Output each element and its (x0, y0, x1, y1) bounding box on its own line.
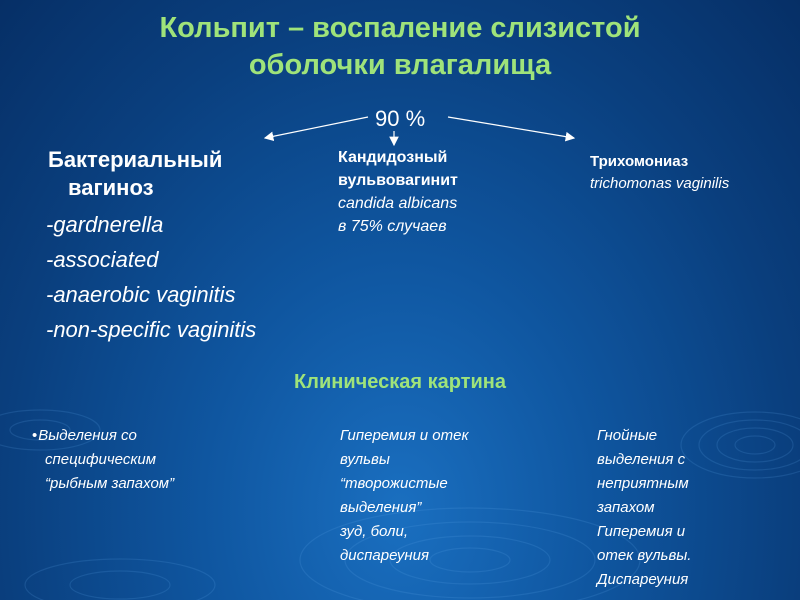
arrow-left (265, 117, 368, 138)
trichomoniasis-block (590, 151, 729, 195)
clinical-line: Гиперемия и (597, 523, 686, 540)
clinical-line: запахом (597, 499, 655, 516)
list-item: -associated (46, 247, 159, 272)
clinical-line: диспареуния (340, 547, 430, 564)
bacterial-heading-line-2: вагиноз (68, 175, 154, 200)
percent-label: 90 % (375, 106, 426, 131)
clinical-line: “творожистые (340, 475, 448, 492)
clinical-picture-heading: Клиническая картина (294, 371, 506, 393)
clinical-col-trichomoniasis (597, 424, 691, 592)
list-item: -non-specific vaginitis (46, 317, 257, 342)
clinical-col-candida (340, 424, 469, 568)
clinical-line: Гиперемия и отек (340, 427, 469, 444)
candida-stat: в 75% случаев (338, 218, 447, 235)
candida-heading-line-2: вульвовагинит (338, 172, 458, 189)
title-line-1: Кольпит – воспаление слизистой (159, 12, 641, 44)
candida-heading-line-1: Кандидозный (338, 149, 448, 166)
clinical-line: Гнойные (597, 427, 658, 444)
list-item: -gardnerella (46, 212, 164, 237)
clinical-line: “рыбным запахом” (45, 475, 175, 492)
bacterial-heading-line-1: Бактериальный (48, 147, 223, 172)
trich-heading: Трихомониаз (590, 153, 689, 170)
clinical-line: • Выделения со (32, 424, 174, 448)
arrow-right (448, 117, 574, 138)
trich-latin: trichomonas vaginilis (590, 175, 730, 192)
candida-latin: candida albicans (338, 195, 458, 212)
clinical-col-bacterial (32, 424, 174, 496)
candida-block (338, 146, 458, 238)
bacterial-vaginosis-heading (48, 146, 222, 202)
bacterial-synonyms-list (46, 207, 256, 347)
clinical-line: неприятным (597, 475, 689, 492)
title-line-2: оболочки влагалища (248, 49, 552, 81)
clinical-line: отек вульвы. (597, 547, 692, 564)
clinical-line: зуд, боли, (340, 523, 409, 540)
clinical-line: вульвы (340, 451, 390, 468)
clinical-line: специфическим (45, 451, 157, 468)
clinical-line: выделения с (597, 451, 686, 468)
clinical-line: выделения” (340, 499, 422, 516)
list-item: -anaerobic vaginitis (46, 282, 236, 307)
clinical-line: Диспареуния (597, 571, 689, 588)
